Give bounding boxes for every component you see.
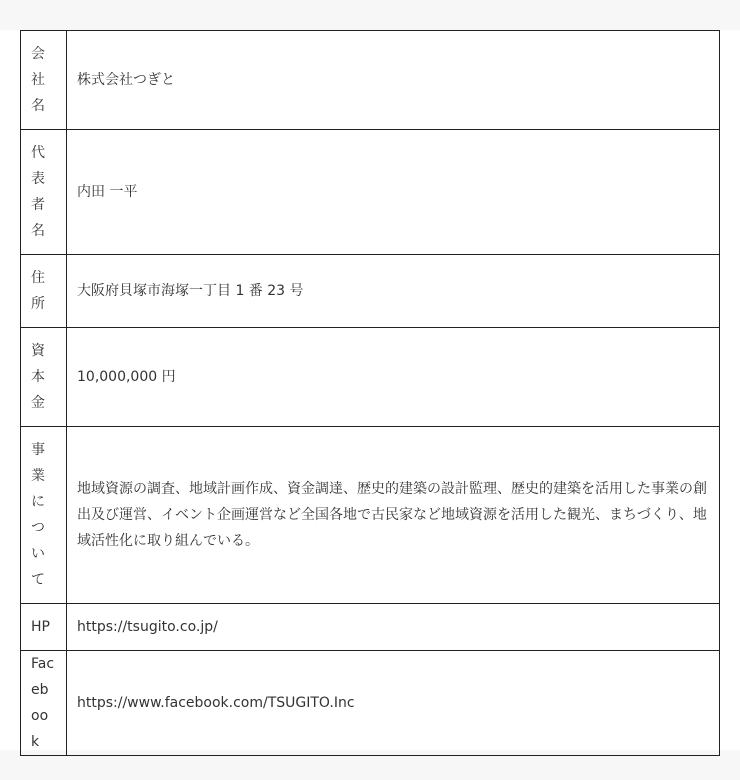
hp-link[interactable]: https://tsugito.co.jp/ xyxy=(67,604,720,651)
capital-label: 資本金 xyxy=(21,328,67,427)
hp-label: HP xyxy=(21,604,67,651)
address-value: 大阪府貝塚市海塚一丁目 1 番 23 号 xyxy=(67,255,720,328)
business-label: 事業について xyxy=(21,427,67,604)
company-name-value: 株式会社つぎと xyxy=(67,31,720,130)
company-name-label: 会社名 xyxy=(21,31,67,130)
table-row-address xyxy=(21,255,720,328)
capital-value: 10,000,000 円 xyxy=(67,328,720,427)
table-row-representative xyxy=(21,130,720,255)
address-label: 住所 xyxy=(21,255,67,328)
table-row-capital xyxy=(21,328,720,427)
company-info-panel xyxy=(0,30,740,750)
facebook-link[interactable]: https://www.facebook.com/TSUGITO.Inc xyxy=(67,651,720,756)
table-row-facebook xyxy=(21,651,720,756)
business-description: 地域資源の調査、地域計画作成、資金調達、歴史的建築の設計監理、歴史的建築を活用した事業の創出及び運営、イベント企画運営など全国各地で古民家など地域資源を活用した観光、まちづくり、地域活性化に取り組んでいる。 xyxy=(67,427,720,604)
table-row-hp xyxy=(21,604,720,651)
company-info-table xyxy=(20,30,720,756)
representative-value: 内田 一平 xyxy=(67,130,720,255)
facebook-label: Facebook xyxy=(21,651,67,756)
table-row-company-name xyxy=(21,31,720,130)
table-row-business xyxy=(21,427,720,604)
representative-label: 代表者名 xyxy=(21,130,67,255)
